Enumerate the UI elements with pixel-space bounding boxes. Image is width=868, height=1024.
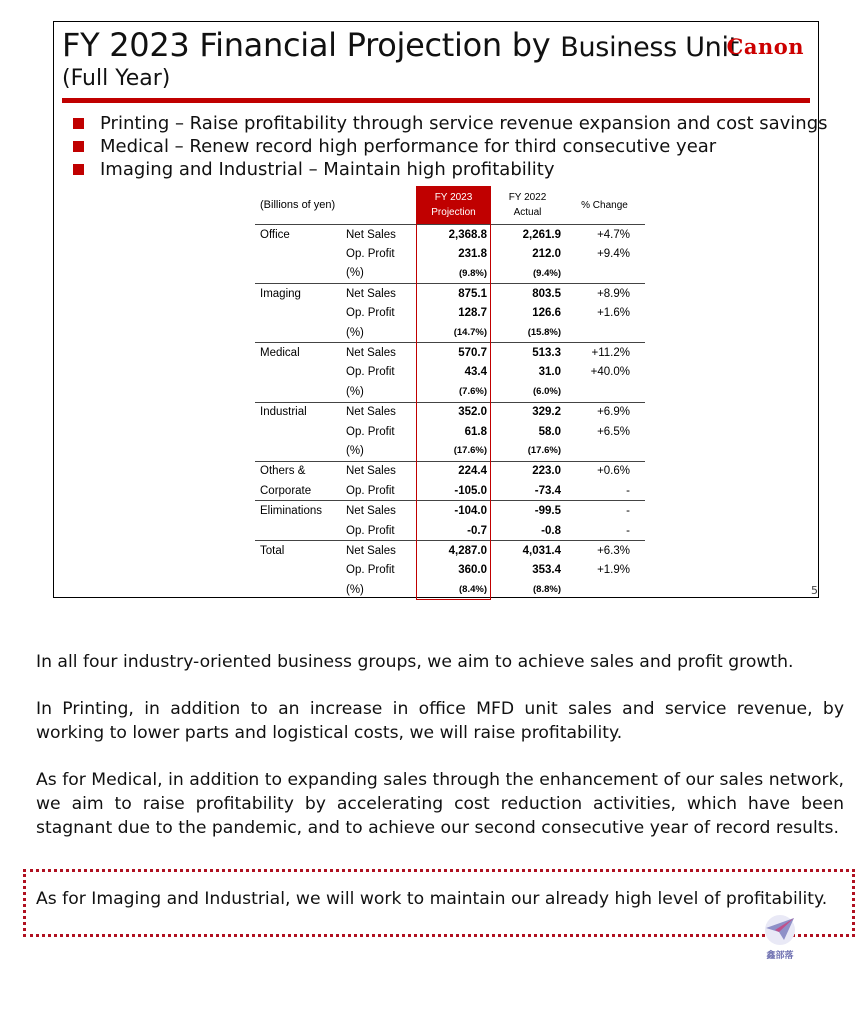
cell-unit — [255, 382, 346, 402]
bullet-text: Printing – Raise profitability through service revenue expansion and cost savings — [100, 113, 828, 134]
paper-plane-icon — [760, 912, 800, 946]
bullet-square-icon — [73, 164, 84, 175]
cell-item: Op. Profit — [346, 248, 395, 261]
cell-change — [564, 441, 645, 461]
cell-actual: 803.5 — [491, 284, 565, 304]
cell-item: Net Sales — [346, 541, 417, 561]
cell-unit — [255, 580, 346, 600]
cell-item: Op. Profit — [346, 366, 395, 379]
slide-title-main: FY 2023 Financial Projection by — [62, 26, 551, 64]
cell-projection: -0.7 — [417, 521, 491, 541]
table-row — [255, 521, 645, 541]
cell-change — [564, 580, 645, 600]
cell-actual: 329.2 — [491, 402, 565, 422]
table-row — [255, 501, 645, 521]
table-row — [255, 382, 645, 402]
cell-projection: -104.0 — [417, 501, 491, 521]
cell-item: Op. Profit — [346, 524, 395, 537]
cell-change: +1.9% — [597, 564, 630, 577]
slide-subtitle: (Full Year) — [62, 66, 171, 91]
cell-unit — [255, 521, 346, 541]
cell-projection: 570.7 — [417, 343, 491, 363]
cell-unit: Medical — [255, 343, 346, 363]
cell-unit — [255, 264, 346, 284]
cell-change: +9.4% — [597, 248, 630, 261]
cell-change — [564, 382, 645, 402]
canon-logo: Canon — [726, 34, 804, 59]
cell-actual: (8.8%) — [533, 584, 561, 596]
cell-actual: 513.3 — [491, 343, 565, 363]
cell-item: Net Sales — [346, 284, 417, 304]
cell-actual: -0.8 — [541, 524, 561, 537]
cell-change: +8.9% — [564, 284, 645, 304]
table-row — [255, 402, 645, 422]
cell-item: Op. Profit — [346, 484, 395, 497]
cell-change: +6.9% — [564, 402, 645, 422]
cell-projection: 61.8 — [417, 422, 491, 441]
header-actual — [491, 186, 565, 225]
cell-unit: Imaging — [255, 284, 346, 304]
cell-item: (%) — [346, 385, 364, 398]
cell-actual: -73.4 — [534, 484, 561, 497]
header-actual-line1: FY 2022 — [508, 192, 547, 203]
paragraph-printing: In Printing, in addition to an increase in office MFD unit sales and service revenue, by working to lower parts and logistical costs, we will raise profitability. — [36, 699, 844, 743]
bullet-item — [70, 135, 828, 158]
bullet-square-icon — [73, 118, 84, 129]
cell-change — [564, 323, 645, 343]
paragraph-medical: As for Medical, in addition to expanding sales through the enhancement of our sales network, we aim to raise profitability by accelerating cost reduction activities, which have been stagnant due to the pandemic, and to achieve our second consecutive year of record results. — [36, 770, 844, 838]
cell-item: Net Sales — [346, 501, 417, 521]
cell-projection: 2,368.8 — [417, 225, 491, 245]
bullet-text: Medical – Renew record high performance for third consecutive year — [100, 136, 717, 157]
cell-actual: -99.5 — [491, 501, 565, 521]
cell-actual: 58.0 — [538, 425, 561, 438]
cell-change: - — [626, 524, 630, 537]
cell-item: (%) — [346, 444, 364, 457]
cell-change: +40.0% — [590, 366, 630, 379]
cell-item: Net Sales — [346, 461, 417, 481]
unit-label: (Billions of yen) — [260, 199, 336, 211]
cell-actual: 4,031.4 — [491, 541, 565, 561]
cell-projection: 4,287.0 — [417, 541, 491, 561]
cell-unit: Eliminations — [255, 501, 346, 521]
cell-actual: 2,261.9 — [491, 225, 565, 245]
cell-change: +0.6% — [564, 461, 645, 481]
header-projection — [417, 186, 491, 225]
cell-unit — [255, 323, 346, 343]
table-row — [255, 441, 645, 461]
cell-change: - — [626, 484, 630, 497]
table-body — [255, 225, 645, 600]
cell-item: (%) — [346, 583, 364, 596]
table-row — [255, 481, 645, 501]
cell-projection: (7.6%) — [417, 382, 491, 402]
cell-projection: -105.0 — [417, 481, 491, 501]
cell-change — [564, 264, 645, 284]
cell-unit: Office — [255, 225, 346, 245]
cell-projection: 128.7 — [417, 304, 491, 323]
cell-projection: 43.4 — [417, 363, 491, 382]
slide — [53, 21, 828, 598]
cell-change: +11.2% — [564, 343, 645, 363]
slide-title-tail: Business Unit — [560, 32, 739, 63]
cell-item: Op. Profit — [346, 564, 395, 577]
table-row — [255, 461, 645, 481]
table-header-row — [255, 186, 645, 225]
header-projection-line1: FY 2023 — [434, 192, 473, 203]
header-actual-line2: Actual — [513, 207, 542, 218]
table-row — [255, 304, 645, 323]
paragraph-imaging-industrial: As for Imaging and Industrial, we will work to maintain our already high level of profitability. — [36, 889, 828, 909]
cell-item: Net Sales — [346, 225, 417, 245]
watermark — [758, 912, 802, 960]
cell-projection: 360.0 — [417, 561, 491, 580]
cell-actual: (6.0%) — [533, 386, 561, 398]
cell-unit: Total — [255, 541, 346, 561]
cell-unit — [255, 363, 346, 382]
cell-unit: Industrial — [255, 402, 346, 422]
cell-item: Op. Profit — [346, 307, 395, 320]
cell-unit — [255, 441, 346, 461]
cell-unit — [255, 304, 346, 323]
cell-projection: 224.4 — [417, 461, 491, 481]
table-row — [255, 363, 645, 382]
cell-projection: (14.7%) — [417, 323, 491, 343]
table-row — [255, 284, 645, 304]
table-row — [255, 422, 645, 441]
cell-actual: (17.6%) — [527, 445, 561, 457]
header-projection-line2: Projection — [431, 207, 476, 218]
cell-projection: (8.4%) — [417, 580, 491, 600]
cell-unit — [255, 244, 346, 263]
table-row — [255, 225, 645, 245]
watermark-text: 鑫部落 — [766, 951, 794, 961]
cell-change: +6.3% — [564, 541, 645, 561]
cell-projection: 352.0 — [417, 402, 491, 422]
cell-item: (%) — [346, 326, 364, 339]
cell-item: Op. Profit — [346, 425, 395, 438]
slide-title — [62, 26, 739, 64]
table-row — [255, 264, 645, 284]
table-row — [255, 323, 645, 343]
cell-item: Net Sales — [346, 402, 417, 422]
cell-actual: 223.0 — [491, 461, 565, 481]
table-row — [255, 343, 645, 363]
bullet-item — [70, 112, 828, 135]
table-row — [255, 541, 645, 561]
paragraph-overview: In all four industry-oriented business groups, we aim to achieve sales and profit growth. — [36, 652, 794, 672]
table-row — [255, 561, 645, 580]
bullet-item — [70, 158, 828, 181]
cell-actual: 353.4 — [532, 564, 561, 577]
cell-unit: Corporate — [260, 484, 312, 497]
cell-actual: (9.4%) — [533, 267, 561, 279]
cell-change: +1.6% — [597, 307, 630, 320]
cell-unit: Others & — [255, 461, 346, 481]
cell-change: +6.5% — [597, 425, 630, 438]
cell-actual: 126.6 — [532, 307, 561, 320]
bullet-list — [70, 112, 828, 181]
financial-table — [255, 186, 645, 600]
cell-actual: (15.8%) — [527, 327, 561, 339]
cell-projection: (9.8%) — [417, 264, 491, 284]
cell-item: (%) — [346, 267, 364, 280]
cell-change: - — [564, 501, 645, 521]
cell-projection: 875.1 — [417, 284, 491, 304]
cell-actual: 212.0 — [532, 248, 561, 261]
cell-projection: 231.8 — [417, 244, 491, 263]
cell-change: +4.7% — [564, 225, 645, 245]
page-number: 5 — [811, 584, 818, 597]
cell-actual: 31.0 — [538, 366, 561, 379]
table-row — [255, 244, 645, 263]
cell-unit — [255, 561, 346, 580]
cell-item: Net Sales — [346, 343, 417, 363]
title-divider — [62, 98, 810, 103]
header-change: % Change — [581, 199, 628, 211]
table-row — [255, 580, 645, 600]
bullet-text: Imaging and Industrial – Maintain high profitability — [100, 159, 555, 180]
cell-projection: (17.6%) — [417, 441, 491, 461]
cell-unit — [255, 422, 346, 441]
bullet-square-icon — [73, 141, 84, 152]
